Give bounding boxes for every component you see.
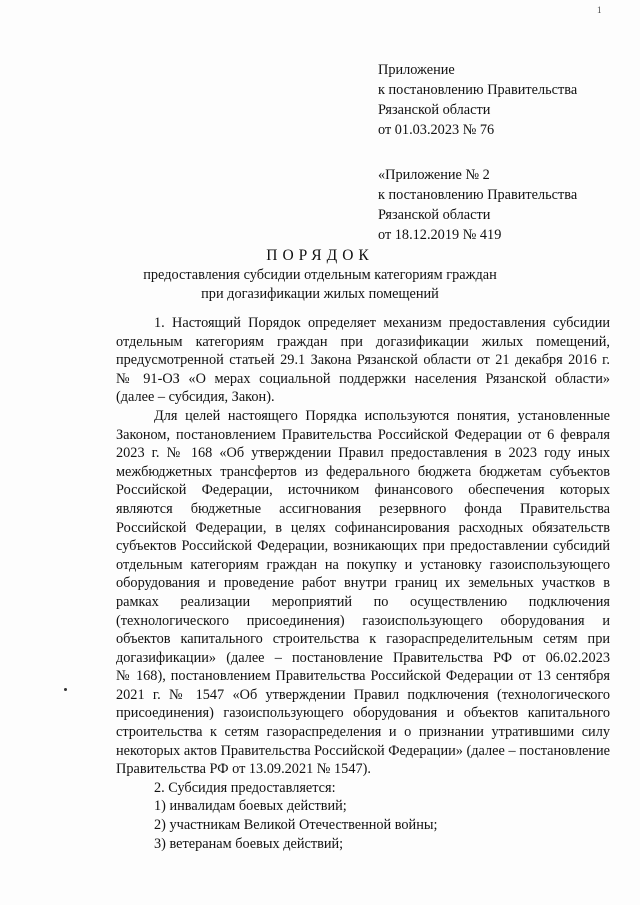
body-line: 2) участникам Великой Отечественной войны; (154, 817, 438, 834)
body-line: являются бюджетные ассигнования резервного фонда Правительства (116, 500, 610, 517)
body-line: некоторых актов Правительства Российской Федерации» (далее – постановление (116, 742, 610, 759)
stray-dot (64, 688, 67, 691)
body-line: (далее – субсидия, Закон). (116, 389, 275, 406)
body-line: 2023 г. № 168 «Об утверждении Правил предоставления в 2023 году иных (116, 445, 610, 462)
annex1-line: Рязанской области (378, 102, 491, 118)
body-line: отдельным категориям граждан на покупку и установку газоиспользующего (116, 556, 610, 573)
annex2-line: от 18.12.2019 № 419 (378, 227, 502, 243)
corner-mark: 1 (597, 5, 603, 15)
body-line: догазификации» (далее – постановление Правительства РФ от 06.02.2023 (116, 649, 610, 666)
body-line: строительства к сетям газораспределения и о признании утратившими силу (116, 724, 610, 741)
body-line: 2. Субсидия предоставляется: (154, 779, 336, 796)
annex2-line: к постановлению Правительства (378, 187, 578, 203)
body-line: оборудования и проведение работ внутри границ их земельных участков в (116, 575, 610, 592)
subtitle-line: при догазификации жилых помещений (201, 286, 439, 302)
body-line: 1. Настоящий Порядок определяет механизм предоставления субсидии (154, 315, 610, 331)
body-line: Правительства РФ от 13.09.2021 № 1547). (116, 761, 371, 778)
annex1-line: от 01.03.2023 № 76 (378, 122, 495, 138)
body-line: 3) ветеранам боевых действий; (154, 835, 344, 852)
body-line: Для целей настоящего Порядка используются понятия, установленные (154, 407, 610, 424)
body-line: межбюджетных трансфертов из федерального бюджета бюджетам субъектов (116, 463, 610, 480)
subtitle-line: предоставления субсидии отдельным категориям граждан (143, 267, 497, 283)
body-line: Российской Федерации, источником финансового обеспечения которых (116, 482, 610, 499)
annex1-line: к постановлению Правительства (378, 82, 578, 98)
document-body (116, 314, 610, 853)
body-line: № 91-ОЗ «О мерах социальной поддержки населения Рязанской области» (116, 370, 610, 387)
body-line: объектов капитального строительства к газораспределительным сетям при (116, 631, 610, 648)
body-line: предусмотренной статьей 29.1 Закона Рязанской области от 21 декабря 2016 г. (116, 352, 610, 369)
body-line: присоединения) газоиспользующего оборудования и объектов капитального (116, 705, 610, 722)
body-line: 1) инвалидам боевых действий; (154, 798, 347, 815)
body-line: отдельным категориям граждан при догазификации жилых помещений, (116, 333, 610, 350)
annex2-line: Рязанской области (378, 207, 491, 223)
body-line: (технологического присоединения) газоиспользующего оборудования и (116, 612, 610, 629)
body-line: субъектов Российской Федерации, возникающих при предоставлении субсидий (116, 538, 610, 555)
body-line: № 168), постановлением Правительства Российской Федерации от 13 сентября (116, 668, 610, 685)
annex2-line: «Приложение № 2 (378, 167, 490, 183)
annex1-line: Приложение (378, 62, 455, 78)
document-title: ПОРЯДОК (266, 247, 374, 264)
body-line: Законом, постановлением Правительства Российской Федерации от 6 февраля (116, 426, 610, 443)
body-line: Российской Федерации, в целях софинансирования расходных обязательств (116, 519, 610, 536)
annex-heading-current (378, 60, 577, 140)
annex-heading-amended (378, 165, 577, 245)
document-subtitle (0, 266, 640, 304)
body-line: рамках реализации мероприятий по осуществлению подключения (116, 593, 610, 610)
body-line: 2021 г. № 1547 «Об утверждении Правил подключения (технологического (116, 686, 610, 703)
